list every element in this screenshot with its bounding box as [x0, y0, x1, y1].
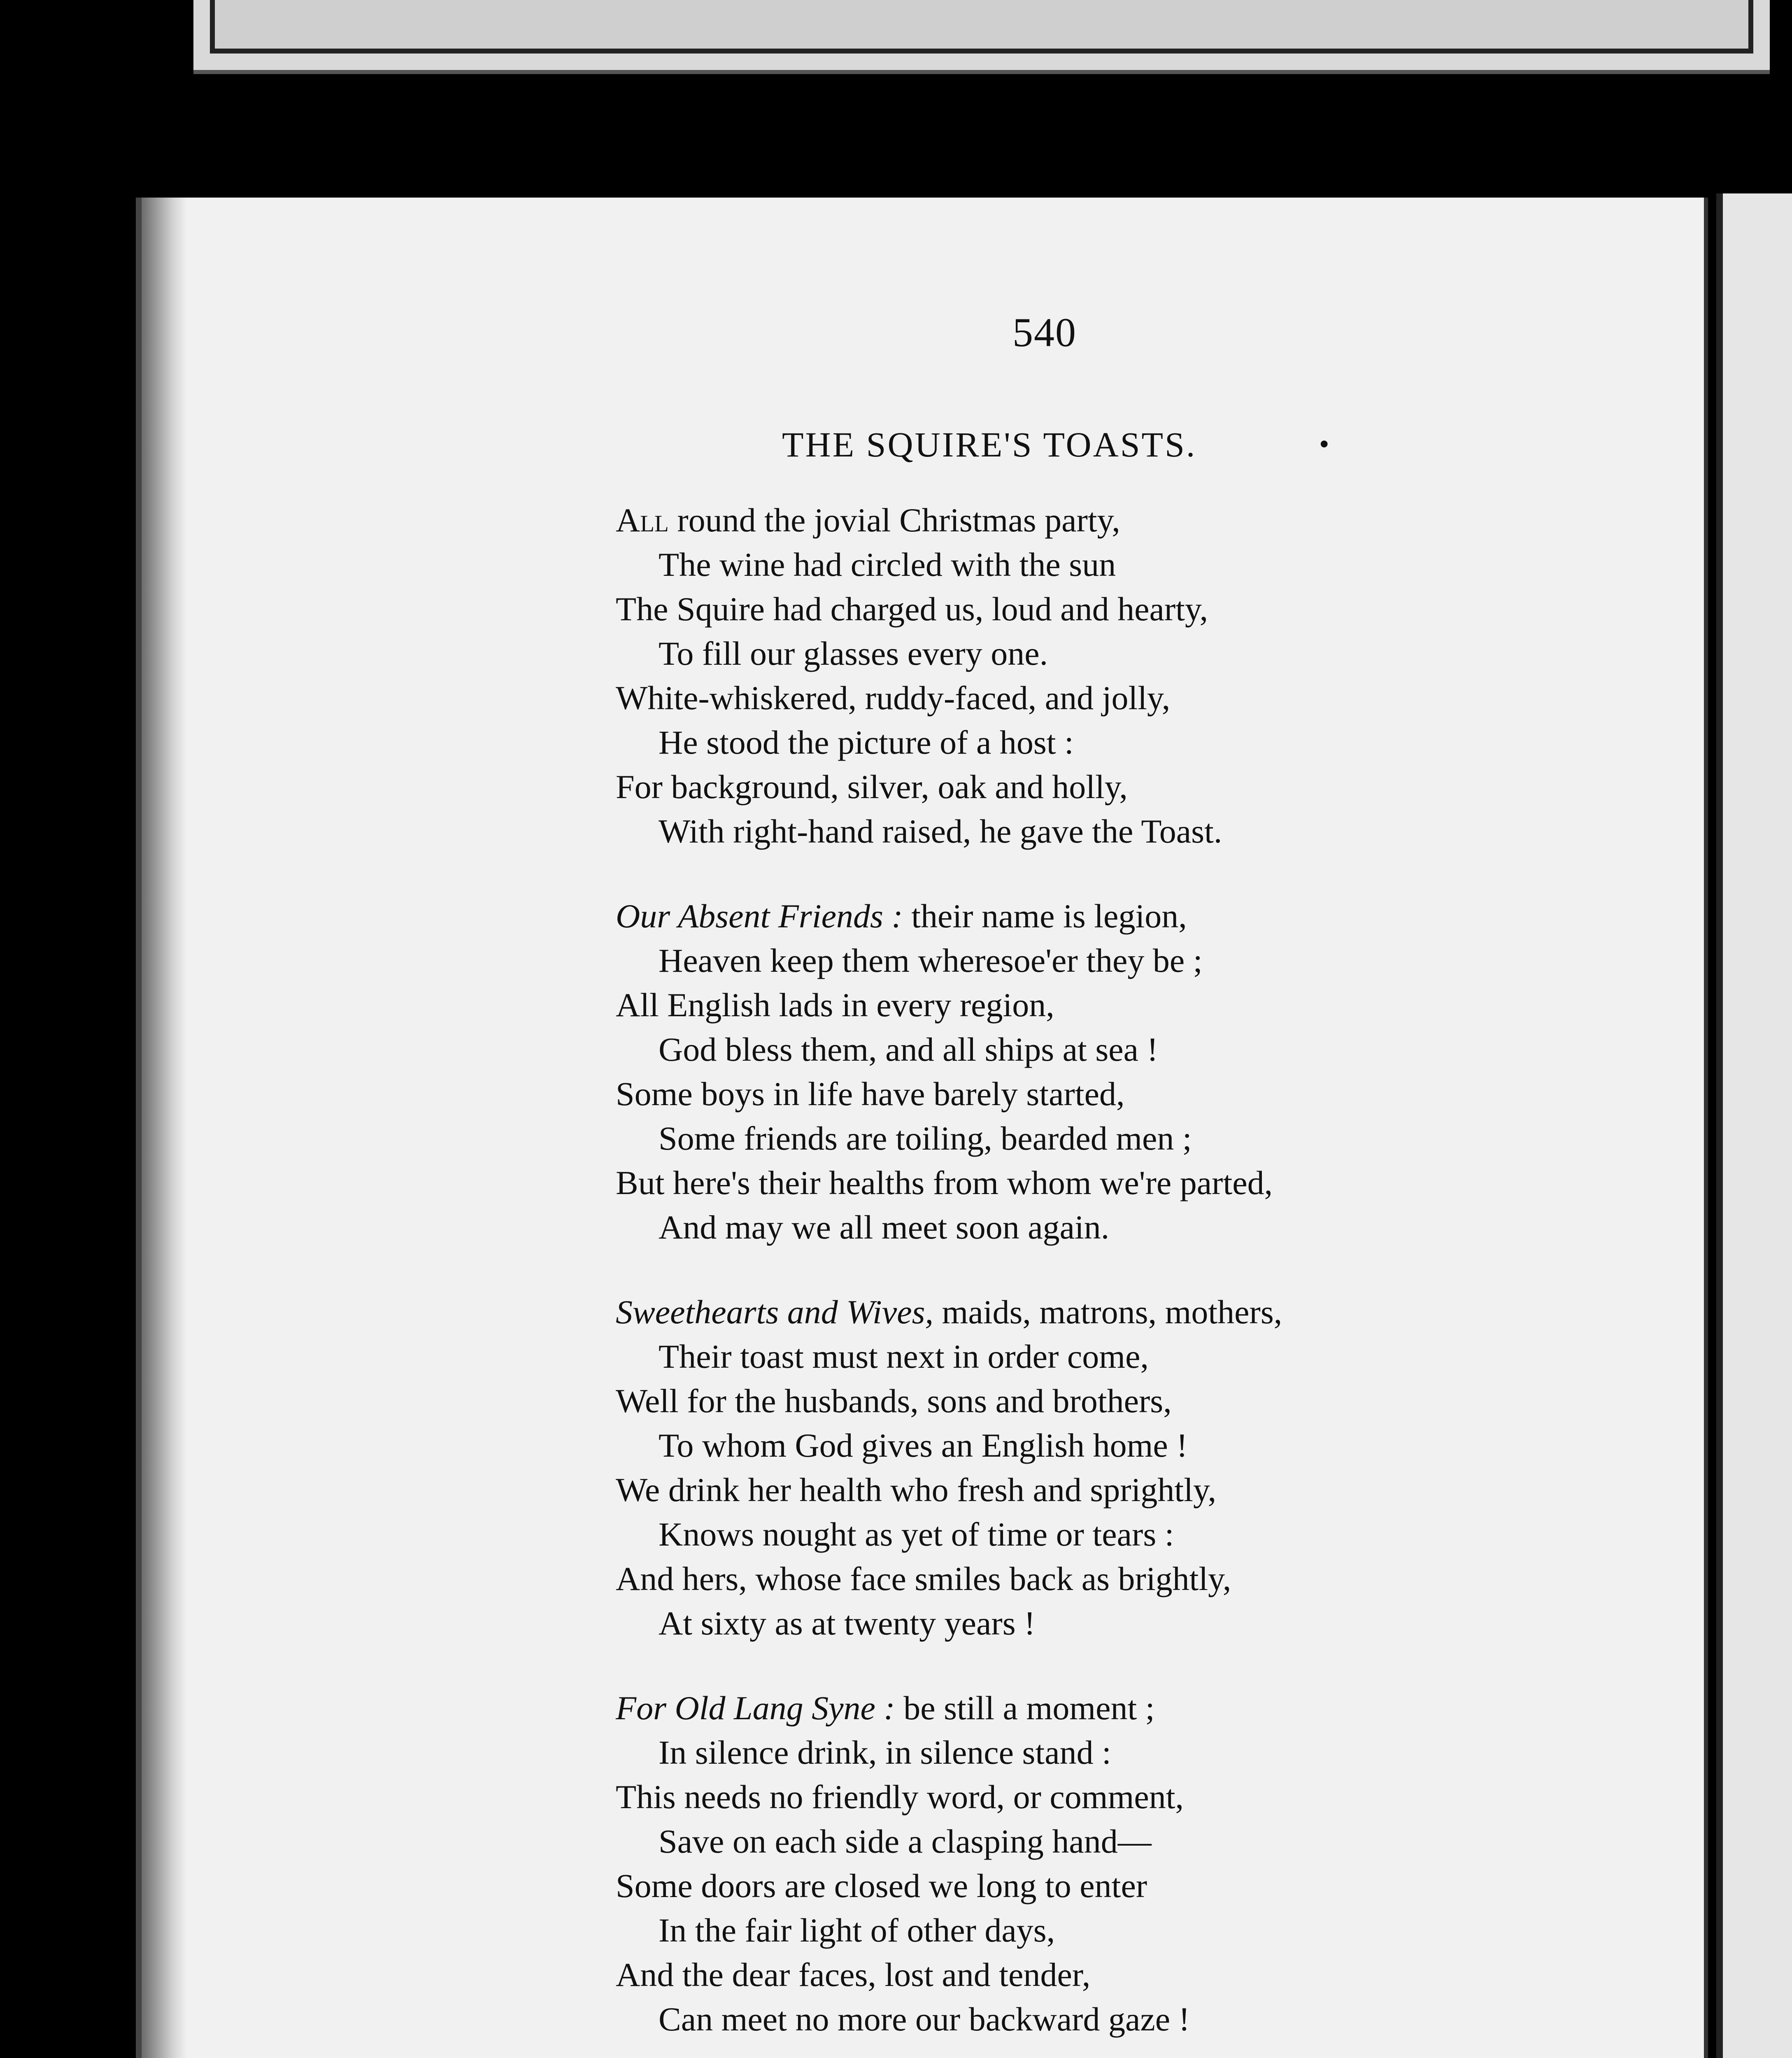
- poem-line-text: round the jovial Christmas party,: [668, 501, 1120, 539]
- previous-page-edge: [193, 0, 1770, 74]
- poem-line: [616, 894, 1603, 938]
- poem-line-text: Can meet no more our backward gaze !: [659, 2000, 1190, 2038]
- poem-line-text: The Squire had charged us, loud and hearty,: [616, 590, 1208, 628]
- poem-title: THE SQUIRE'S TOASTS.: [782, 425, 1197, 464]
- poem-line-text: For background, silver, oak and holly,: [616, 768, 1128, 806]
- poem-body: [616, 498, 1603, 2058]
- title-mark: •: [1319, 428, 1329, 460]
- poem-line-text: And hers, whose face smiles back as brightly,: [616, 1560, 1231, 1597]
- poem-line-text: To fill our glasses every one.: [659, 635, 1048, 672]
- poem-line-text: In the fair light of other days,: [659, 1911, 1055, 1949]
- poem-line-toast-name: Sweethearts and Wives,: [616, 1293, 934, 1331]
- poem-line-text: Some friends are toiling, bearded men ;: [659, 1120, 1192, 1157]
- poem-line-text: their name is legion,: [903, 897, 1187, 935]
- poem-line-text: Their toast must next in order come,: [659, 1338, 1149, 1375]
- poem-line-text: Knows nought as yet of time or tears :: [659, 1516, 1174, 1553]
- poem-line-text: The wine had circled with the sun: [659, 546, 1116, 583]
- poem-line: [616, 1512, 1603, 1557]
- poem-line: [616, 1027, 1603, 1072]
- poem-line: [616, 983, 1603, 1027]
- poem-line: [616, 809, 1603, 854]
- poem-line-text: Well for the husbands, sons and brothers,: [616, 1382, 1172, 1420]
- poem-line-text: But here's their healths from whom we're parted,: [616, 1164, 1273, 1201]
- poem-line: [616, 587, 1603, 631]
- poem-line: [616, 542, 1603, 587]
- poem-line: [616, 1334, 1603, 1379]
- poem-line-text: We drink her health who fresh and sprightly,: [616, 1471, 1217, 1509]
- poem-line-text: Some doors are closed we long to enter: [616, 1867, 1147, 1904]
- poem-line: [616, 1290, 1603, 1334]
- poem-line: [616, 765, 1603, 809]
- poem-line: [616, 1116, 1603, 1161]
- poem-line-text: God bless them, and all ships at sea !: [659, 1031, 1158, 1068]
- poem-line-text: be still a moment ;: [895, 1689, 1155, 1727]
- poem-line: [616, 498, 1603, 542]
- poem-line-text: And may we all meet soon again.: [659, 1208, 1110, 1246]
- poem-line: [616, 1379, 1603, 1423]
- poem-line-text: maids, matrons, mothers,: [933, 1293, 1282, 1331]
- poem-line: [616, 1468, 1603, 1512]
- poem-line: [616, 1423, 1603, 1468]
- poem-line: [616, 1730, 1603, 1775]
- poem-line-text: And the dear faces, lost and tender,: [616, 1956, 1091, 1993]
- poem-line: [616, 1864, 1603, 1908]
- poem-line-text: To whom God gives an English home !: [659, 1427, 1188, 1464]
- stanza-gap: [616, 2042, 1603, 2058]
- poem-line-text: Some boys in life have barely started,: [616, 1075, 1125, 1113]
- poem-line: [616, 1953, 1603, 1997]
- poem-line: [616, 1686, 1603, 1730]
- poem-line: [616, 1557, 1603, 1601]
- stanza-gap: [616, 854, 1603, 894]
- poem-line: [616, 1908, 1603, 1953]
- poem-line-text: He stood the picture of a host :: [659, 724, 1074, 761]
- poem-line: [616, 1997, 1603, 2042]
- poem-line-toast-name: For Old Lang Syne :: [616, 1689, 895, 1727]
- poem-line: [616, 1775, 1603, 1819]
- next-page-edge: [1716, 193, 1792, 2058]
- stanza-gap: [616, 1646, 1603, 1686]
- poem-line-toast-name: Our Absent Friends :: [616, 897, 903, 935]
- stanza-gap: [616, 1250, 1603, 1290]
- poem-line-text: At sixty as at twenty years !: [659, 1604, 1036, 1642]
- poem-line: [616, 1819, 1603, 1864]
- poem-line-text: White-whiskered, ruddy-faced, and jolly,: [616, 679, 1171, 717]
- poem-line-text: With right-hand raised, he gave the Toast.: [659, 812, 1222, 850]
- poem-line: [616, 676, 1603, 720]
- poem-line: [616, 1601, 1603, 1646]
- poem-line-text: In silence drink, in silence stand :: [659, 1734, 1111, 1771]
- poem-line-text: All English lads in every region,: [616, 986, 1054, 1024]
- page-gutter-shadow: [142, 198, 187, 2058]
- poem-line-text: Heaven keep them wheresoe'er they be ;: [659, 942, 1203, 979]
- poem-line-text: Save on each side a clasping hand—: [659, 1823, 1152, 1860]
- poem-line: [616, 1161, 1603, 1205]
- previous-page-inner: [210, 0, 1753, 54]
- poem-line-text: This needs no friendly word, or comment,: [616, 1778, 1184, 1816]
- poem-line: [616, 720, 1603, 765]
- page-number: 540: [1012, 310, 1077, 355]
- poem-line: [616, 1205, 1603, 1250]
- poem-line-dropword: All: [616, 501, 669, 539]
- poem-line: [616, 1072, 1603, 1116]
- poem-line: [616, 938, 1603, 983]
- poem-line: [616, 631, 1603, 676]
